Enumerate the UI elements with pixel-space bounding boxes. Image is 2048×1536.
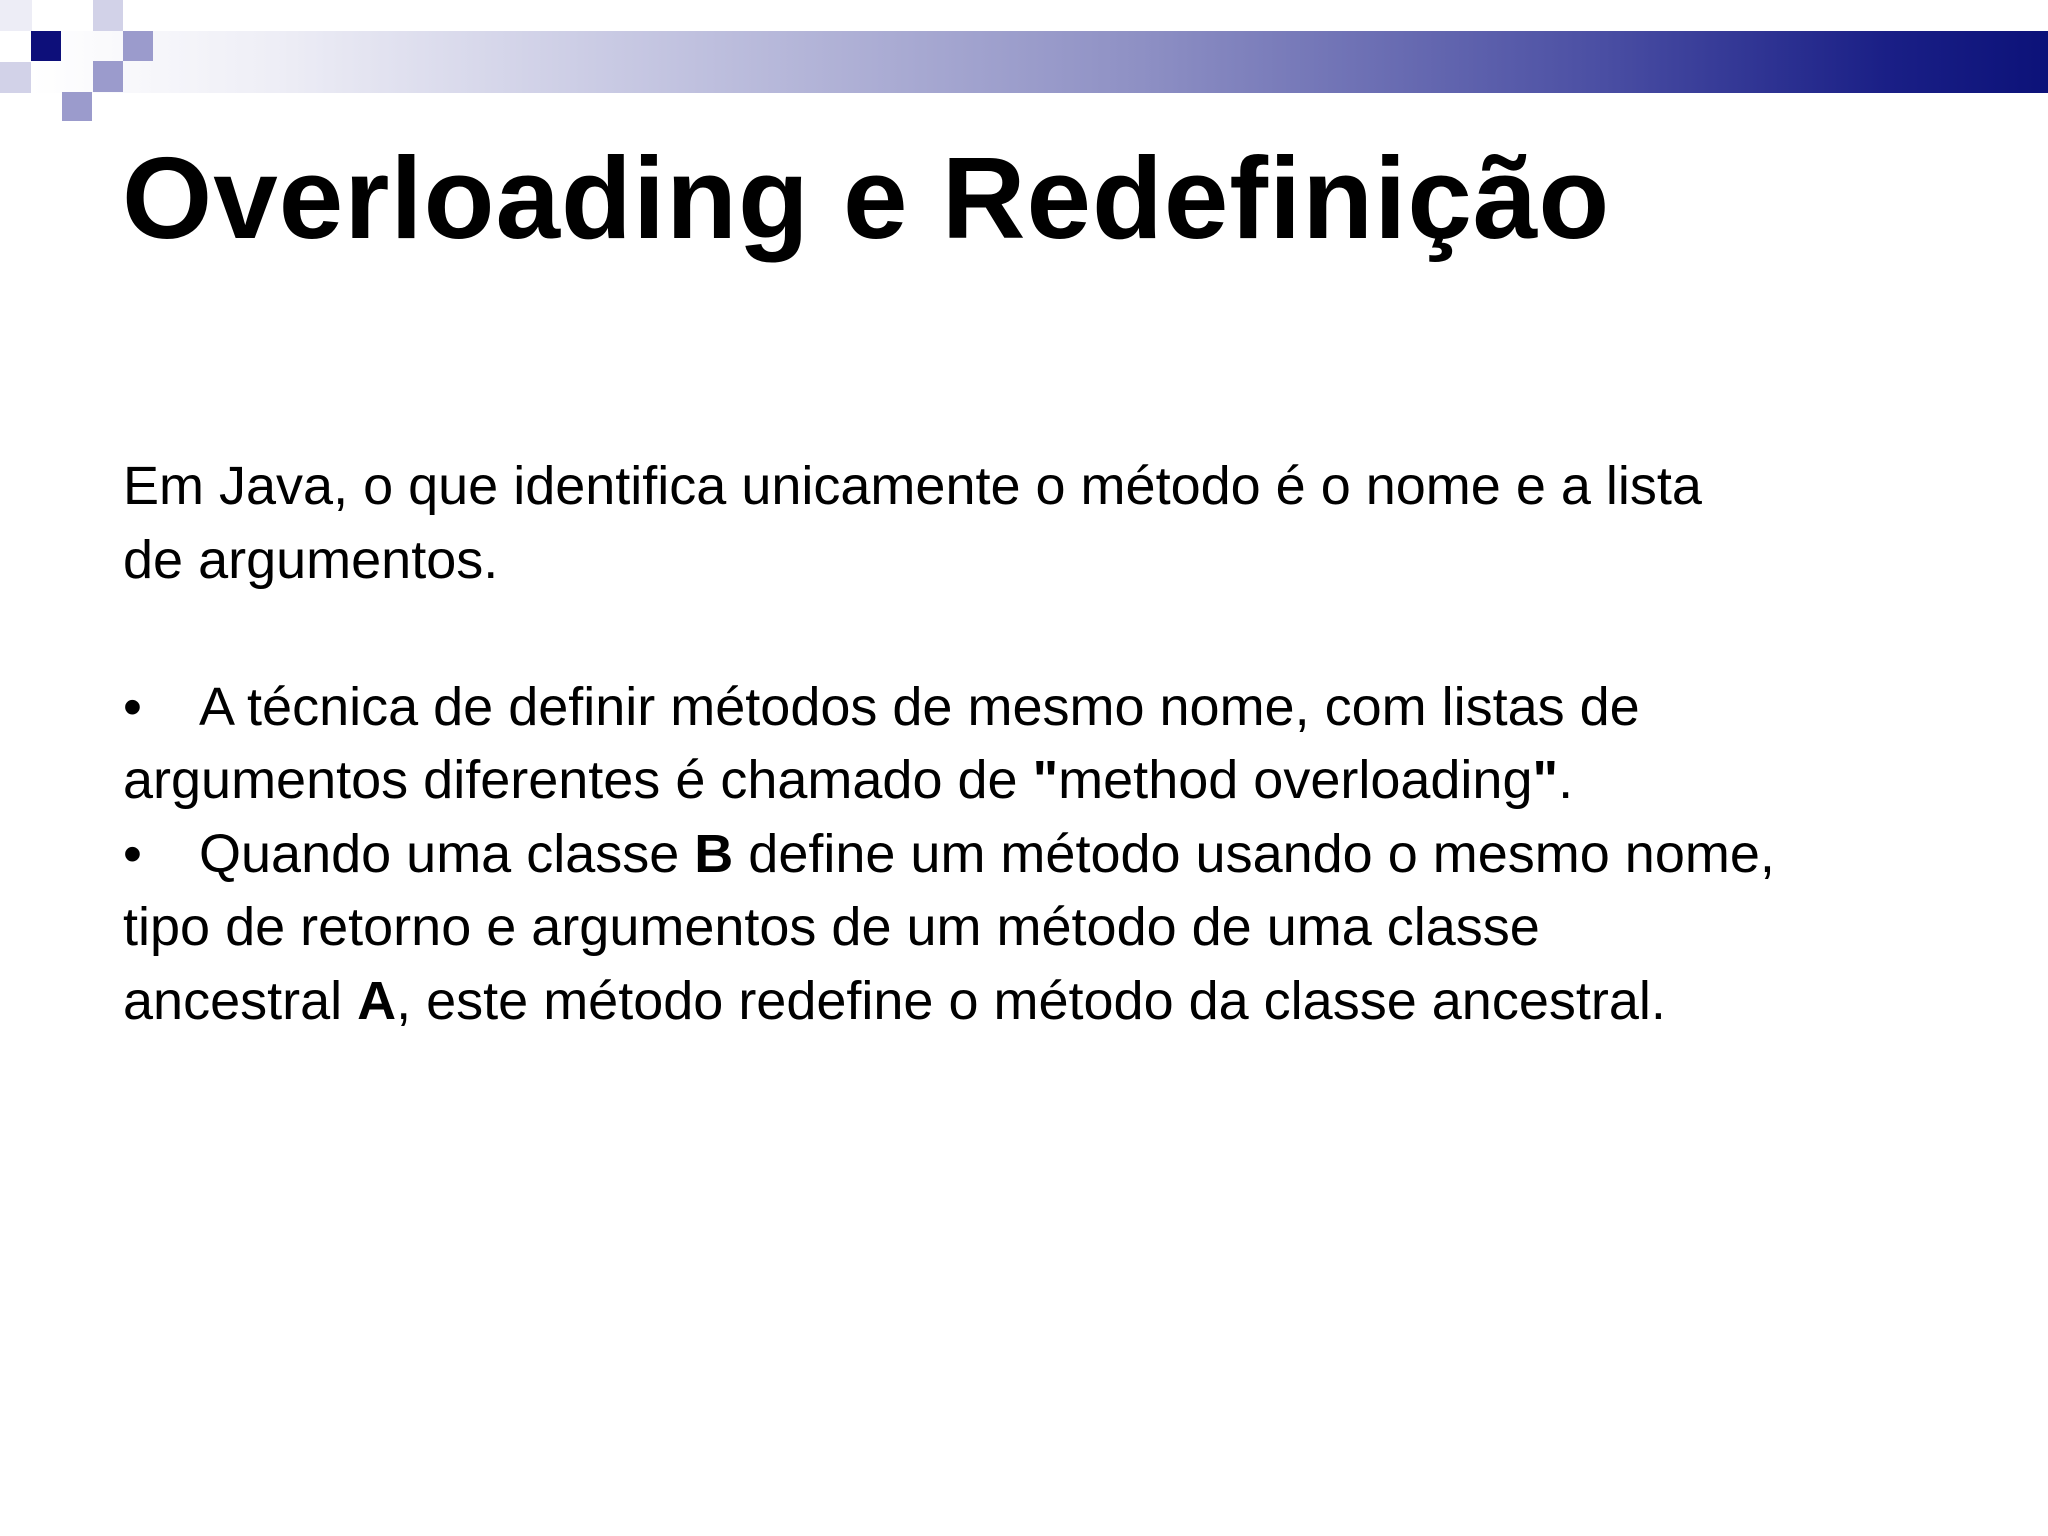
intro-line-1: Em Java, o que identifica unicamente o método é o nome e a lista [123,456,1702,516]
header-gradient-bar [32,31,2048,93]
bullet-item-redefinition [123,818,1983,1039]
slide-title: Overloading e Redefinição [122,133,1611,263]
bullet-icon: • [123,823,142,884]
decor-square-dark [31,31,61,61]
bullet-icon: • [123,676,142,737]
intro-line-2: de argumentos. [123,529,499,590]
decor-square-light [93,0,123,31]
bullet2-line-3b: , este método redefine o método da classe ancestral. [396,970,1666,1031]
slide-body [123,450,1983,1038]
decor-square-pale [0,0,32,31]
class-b-label: B [694,823,734,884]
bullet2-line-1a: Quando uma classe [199,823,695,884]
bullet2-line-1b: define um método usando o mesmo nome, [733,823,1775,884]
quote-open: " [1032,750,1059,810]
decor-square-mid [62,92,92,121]
class-a-label: A [357,970,397,1031]
quote-close: " [1532,750,1559,810]
bullet1-line-2: argumentos diferentes é chamado de [123,750,1033,810]
bullet1-period: . [1558,750,1574,810]
bullet1-line-1: A técnica de definir métodos de mesmo nome, com listas de [199,676,1640,737]
decor-square-mid [123,31,153,61]
paragraph-spacer [123,597,1983,671]
decor-square-light [0,62,31,93]
decor-square-mid [93,61,123,92]
intro-paragraph [123,450,1983,597]
bullet2-line-3a: ancestral [123,970,358,1031]
bullet2-line-2: tipo de retorno e argumentos de um método de uma classe [123,897,1540,957]
bullet-item-overloading [123,671,1983,818]
term-method-overloading: method overloading [1058,750,1533,810]
